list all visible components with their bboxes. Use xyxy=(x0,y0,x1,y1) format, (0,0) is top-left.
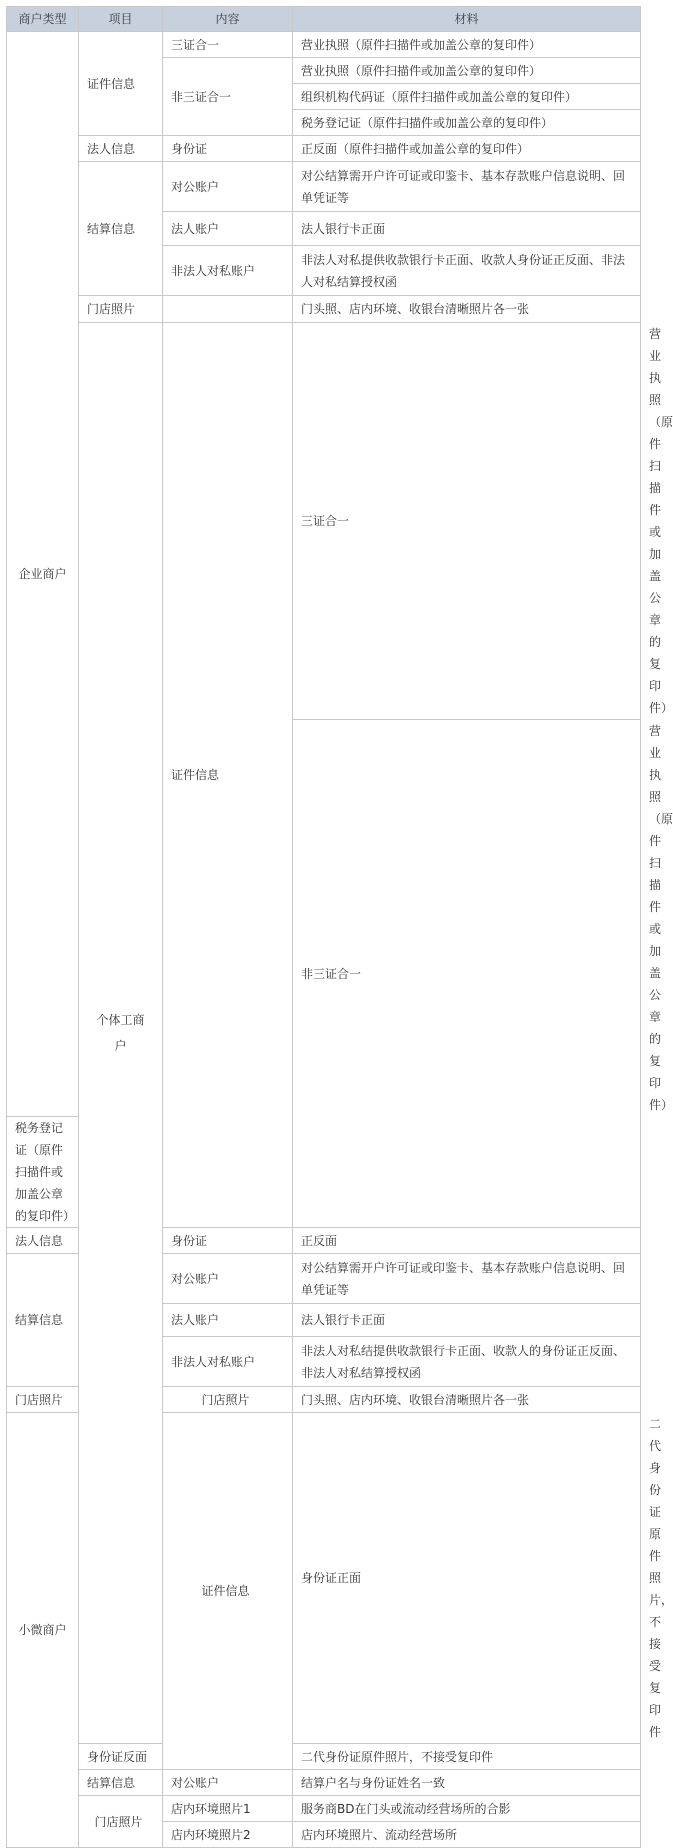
content-non-legal-private: 非法人对私账户 xyxy=(163,246,293,296)
item-cert-info: 证件信息 xyxy=(163,323,293,1228)
table-row: 非三证合一 营业执照（原件扫描件或加盖公章的复印件） xyxy=(7,720,641,1117)
merchant-materials-table xyxy=(6,6,673,1848)
table-row: 小微商户 证件信息 身份证正面 二代身份证原件照片，不接受复印件 xyxy=(7,1413,641,1744)
material-id-both-sides: 正反面 xyxy=(293,1228,641,1254)
item-store-photo: 门店照片 xyxy=(79,296,163,323)
table-row: 个体工商户 证件信息 三证合一 营业执照（原件扫描件或加盖公章的复印件） xyxy=(7,323,641,720)
table-row xyxy=(7,32,641,58)
material-bd-photo: 服务商BD在门头或流动经营场所的合影 xyxy=(293,1796,641,1822)
merchant-type-individual-label: 个体工商户 xyxy=(96,1013,145,1053)
item-store-photo: 门店照片 xyxy=(79,1796,163,1848)
item-settle-info: 结算信息 xyxy=(79,162,163,296)
material-id-original: 二代身份证原件照片，不接受复印件 xyxy=(293,1744,641,1770)
material-store-photo: 门头照、店内环境、收银台清晰照片各一张 xyxy=(293,1387,641,1413)
header-item: 项目 xyxy=(79,7,163,32)
content-id-card: 身份证 xyxy=(163,1228,293,1254)
material-corp-account-doc: 对公结算需开户许可证或印鉴卡、基本存款账户信息说明、回单凭证等 xyxy=(293,1254,641,1304)
content-id-front: 身份证正面 xyxy=(293,1413,641,1744)
item-cert-info: 证件信息 xyxy=(163,1413,293,1770)
material-business-license: 营业执照（原件扫描件或加盖公章的复印件） xyxy=(293,32,641,58)
content-store-photo: 门店照片 xyxy=(163,1387,293,1413)
content-non-three-in-one: 非三证合一 xyxy=(293,720,641,1228)
content-env-photo-1: 店内环境照片1 xyxy=(163,1796,293,1822)
table-row xyxy=(7,1770,641,1796)
merchant-type-enterprise: 企业商户 xyxy=(7,32,79,1117)
material-non-legal-doc: 非法人对私提供收款银行卡正面、收款人身份证正反面、非法人对私结算授权函 xyxy=(293,246,641,296)
merchant-type-individual xyxy=(79,323,163,1744)
material-tax-reg: 税务登记证（原件扫描件或加盖公章的复印件） xyxy=(293,110,641,136)
material-legal-bank-card: 法人银行卡正面 xyxy=(293,1304,641,1337)
table-row xyxy=(7,162,641,212)
table-row xyxy=(7,296,641,323)
table-row xyxy=(7,136,641,162)
material-business-license: 营业执照（原件扫描件或加盖公章的复印件） xyxy=(293,58,641,84)
content-corporate-account: 对公账户 xyxy=(163,1254,293,1304)
merchant-type-micro: 小微商户 xyxy=(7,1413,79,1848)
item-settle-info: 结算信息 xyxy=(7,1254,79,1387)
item-settle-info: 结算信息 xyxy=(79,1770,163,1796)
item-legal-info: 法人信息 xyxy=(79,136,163,162)
content-id-card: 身份证 xyxy=(163,136,293,162)
material-legal-bank-card: 法人银行卡正面 xyxy=(293,212,641,246)
content-empty xyxy=(163,296,293,323)
material-corp-account-doc: 对公结算需开户许可证或印鉴卡、基本存款账户信息说明、回单凭证等 xyxy=(293,162,641,212)
header-merchant-type: 商户类型 xyxy=(7,7,79,32)
content-non-three-in-one: 非三证合一 xyxy=(163,58,293,136)
item-cert-info: 证件信息 xyxy=(79,32,163,136)
content-corporate-account: 对公账户 xyxy=(163,1770,293,1796)
content-id-back: 身份证反面 xyxy=(79,1744,163,1770)
table-row xyxy=(7,1744,641,1770)
table-header-row xyxy=(7,7,641,32)
content-three-in-one: 三证合一 xyxy=(293,323,641,720)
content-three-in-one: 三证合一 xyxy=(163,32,293,58)
material-org-code: 组织机构代码证（原件扫描件或加盖公章的复印件） xyxy=(293,84,641,110)
material-tax-reg: 税务登记证（原件扫描件或加盖公章的复印件） xyxy=(7,1117,79,1228)
content-corporate-account: 对公账户 xyxy=(163,162,293,212)
material-env-mobile-photo: 店内环境照片、流动经营场所 xyxy=(293,1822,641,1848)
header-content: 内容 xyxy=(163,7,293,32)
item-store-photo: 门店照片 xyxy=(7,1387,79,1413)
material-non-legal-doc: 非法人对私结提供收款银行卡正面、收款人的身份证正反面、非法人对私结算授权函 xyxy=(293,1337,641,1387)
material-store-photo: 门头照、店内环境、收银台清晰照片各一张 xyxy=(293,296,641,323)
content-non-legal-private: 非法人对私账户 xyxy=(163,1337,293,1387)
table-row xyxy=(7,1796,641,1822)
content-legal-account: 法人账户 xyxy=(163,212,293,246)
content-legal-account: 法人账户 xyxy=(163,1304,293,1337)
material-account-name-match: 结算户名与身份证姓名一致 xyxy=(293,1770,641,1796)
item-legal-info: 法人信息 xyxy=(7,1228,79,1254)
material-id-both-sides: 正反面（原件扫描件或加盖公章的复印件） xyxy=(293,136,641,162)
materials-table-container xyxy=(6,6,673,1848)
header-materials: 材料 xyxy=(293,7,641,32)
content-env-photo-2: 店内环境照片2 xyxy=(163,1822,293,1848)
